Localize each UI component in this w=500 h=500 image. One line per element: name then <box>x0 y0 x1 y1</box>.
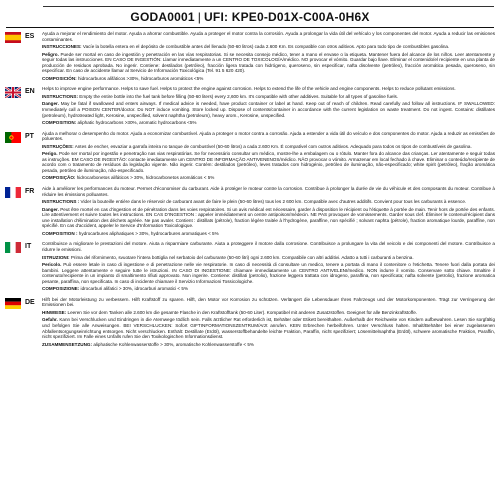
text-paragraph <box>42 94 495 100</box>
paragraph-label: INSTRUCCIONES: <box>42 44 82 50</box>
section-text <box>42 186 500 238</box>
paragraph-body: Hilft bei der Motorleistung zu verbessern. Hilft Kraftstoff zu sparen. Hilft, den Motor vor Korrosion zu schützen. Verlängert die Lebensdauer Ihres Fahrzeugs und der Motorkomponenten. Trägt zur Verringerung der Emissionen bei. <box>42 296 495 308</box>
text-paragraph <box>42 151 495 173</box>
paragraph-body: Aide à améliorer les performances du moteur. Permet d'économiser du carburant. Aide à protéger le moteur contre la corrosion. Contribue à prolonger la durée de vie du véhicule et des composants du moteur. Contribue à réduire les émissions polluantes. <box>42 186 495 197</box>
paragraph-body: Kann bei Verschlucken und Eindringen in die Atemwege tödlich sein. Falls ärztlicher Rat erforderlich ist, Behälter oder Etikett bereithalten. Außerhalb der Reichweite von Kindern aufbewahren. Lesen Sie sorgfältig und befolgen Sie alle Anweisungen. BEI VERSCHLUCKEN: Sofort GIFTINFORMATIONSZENTRUM/Arzt anrufen. KEIN Erbrechen herbeiführen. Unter Verschluss halten. Inhalt/Behälter bei einer zugelassenen Abfallentsorgungseinrichtung entsorgen. Nicht verschlucken. Enthält: Destillate (Erdöl), wasserstoffbehandelte leichte Fraktion, Paraffin, nicht spezifiziert; Lösemittelnaphtha (Erdöl), schwere aromatische Fraktion, Paraffin, nicht spezifiziert. Im Falle eines Unfalls rufen Sie den Toxikologischen Informationsdienst. <box>42 317 496 340</box>
paragraph-label: COMPOSICIÓN: <box>42 75 77 81</box>
section-text <box>42 241 500 293</box>
text-paragraph <box>42 262 495 284</box>
flag-pt-icon <box>5 132 21 143</box>
paragraph-label: INSTRUCTIONS: <box>42 93 78 99</box>
flag-it-icon <box>5 242 21 253</box>
top-rule <box>43 6 494 7</box>
paragraph-label: Perigo. <box>42 151 58 157</box>
text-paragraph <box>42 76 495 82</box>
paragraph-label: INSTRUCTIONS : <box>42 199 80 205</box>
paragraph-body: hydrocarbures aliphatiques > 30%, hydrocarbures aromatiques < 5% <box>78 230 219 236</box>
header-separator: | <box>197 10 202 24</box>
paragraph-body: idrocarburi alifatici > 30%, idrocarburi aromatici < 5% <box>80 286 189 292</box>
product-header <box>0 10 500 24</box>
text-paragraph <box>42 342 495 348</box>
section-text <box>42 297 500 349</box>
language-code: IT <box>25 243 32 251</box>
paragraph-body: aliphatic hydrocarbons >30%, aromatic hydrocarbons <5% <box>77 120 197 126</box>
product-code: GODA0001 <box>130 10 195 24</box>
paragraph-label: HINWEISE: <box>42 309 67 315</box>
paragraph-body: Prima del rifornimento, svuotare l'intera bottiglia nel serbatoio del carburante (50-60 litri) ogni 2.600 km. Compatibile con altri additivi. Adatto a tutti i carburanti a benzina. <box>70 254 414 260</box>
language-code: PT <box>25 132 34 140</box>
text-paragraph <box>42 310 495 316</box>
paragraph-label: COMPOSIÇÃO: <box>42 175 76 181</box>
paragraph-body: Empty the entire bottle into the fuel tank before filling (50-60 liters) every 2,600 km. It's compatible with other additives. Suitable for all types of gasoline fuels. <box>79 93 399 99</box>
paragraph-body: Pode ser mortal por ingestão e penetração nas vias respiratórias. Se for necessário consultar um médico, mostre-lhe a embalagem ou o rótulo. Manter fora do alcance das crianças. Ler atentamente e seguir todas as instruções. EM CASO DE INGESTÃO: contacte imediatamente um CENTRO DE INFORMAÇÃO ANTIVENENOS/médico. NÃO provocar o vómito. Armazenar em local fechado à chave. Eliminar o conteúdo/recipiente de acordo com o tratamento de resíduos da legislação vigente. Não ingerir. Contém: destilados (petróleo), leves tratados com hidrogénio, petróleo de iluminação, não-especificado; white spirit (petróleo), fração aromática pesada, petróleo de iluminação, não-especificado. <box>42 151 496 173</box>
text-paragraph <box>42 207 495 229</box>
paragraph-label: Danger. <box>42 206 59 212</box>
text-paragraph <box>42 86 495 92</box>
paragraph-label: Gefahr. <box>42 317 58 323</box>
paragraph-label: COMPOSITION: <box>42 120 77 126</box>
paragraph-body: Vacíe la botella entera en el depósito de combustible antes del llenado (50-60 litros) cada 2.600 Km. Es compatible con otros aditivos. Apto para todo tipo de combustibles gasolina. <box>82 44 450 50</box>
paragraph-body: Antes de encher, esvaziar a garrafa inteira no tanque de combustível (50-60 litros) a cada 2.600 Km. É compatível com outros aditivos. Adequado para todos os tipos de combustíveis de gasolina. <box>74 143 472 149</box>
language-code: ES <box>25 33 35 40</box>
language-sections <box>0 31 500 352</box>
paragraph-body: Ajuda a melhorar o desempenho do motor. Ajuda a economizar combustível. Ajuda a proteger o motor contra a corrosão. Ajuda a estender a vida útil do veículo e dos componentes do motor. Ajuda a reduzir as emissões de poluentes. <box>42 130 495 142</box>
paragraph-body: hidrocarbonetos alifáticos > 30%, hidrocarbonetos aromáticos < 5% <box>76 175 215 181</box>
text-paragraph <box>42 101 495 118</box>
paragraph-label: COMPOSITION : <box>42 230 78 236</box>
paragraph-body: aliphatische Kohlenwasserstoffe > 30%, aromatische Kohlenwasserstoffe < 5% <box>93 341 255 347</box>
paragraph-body: May be fatal if swallowed and enters airways. If medical advice is needed, have product container or label at hand. Keep out of reach of children. Read carefully and follow all instructions. IF SWALLOWED: Immediately call a POISON CENTER/doctor. Do NOT induce vomiting. Store locked up. Dispose of contents/container in accordance with the current legislation on waste treatment. Do not ingest. Contains: distillates (petroleum), hydrotreated light, Kerosine, unspecified, solvent naphtha (petroleum), heavy arom., Kerosine, unspecified. <box>42 101 496 118</box>
text-paragraph <box>42 175 495 181</box>
text-paragraph <box>42 131 495 142</box>
section-de <box>0 297 500 349</box>
text-paragraph <box>42 199 495 205</box>
flag-fr-icon <box>5 187 21 198</box>
paragraph-body: Può essere letale in caso di ingestione e di penetrazione nelle vie respiratorie. In caso di necessità di consultare un medico, tenere a portata di mano il contenitore o l'etichetta. Tenere fuori dalla portata dei bambini. Leggere attentamente e seguire tutte le istruzioni. IN CASO DI INGESTIONE: chiamare immediatamente un CENTRO ANTIVELENI/medico. NON indurre il vomito. Conservare sotto chiave. Smaltire il contenuto/recipiente in un impianto di smaltimento rifiuti approvato. Non ingerire. Contiene: distillati (petrolio), frazione leggera trattata con idrogeno, paraffina, non specificata; nafta solvente (petrolio), frazione aromatica pesante, paraffina, non specificata. In caso di incidente chiamare il Servizio Informazioni Tossicologiche. <box>42 262 495 284</box>
paragraph-label: COMPOSIZIONE: <box>42 286 80 292</box>
paragraph-body: Helps to improve engine performance. Helps to save fuel. Helps to protect the engine against corrosion. Helps to extend the life of the vehicle and engine components. Helps to reduce pollutant emissions. <box>42 86 456 92</box>
section-text <box>42 31 500 83</box>
section-text <box>42 131 500 183</box>
paragraph-label: Danger. <box>42 101 59 107</box>
header-divider <box>6 27 494 28</box>
paragraph-body: hidrocarburos alifáticos >30%, hidrocarburos aromáticos <5% <box>78 75 204 81</box>
flag-en-icon <box>5 87 21 98</box>
paragraph-label: Pericolo. <box>42 262 62 268</box>
paragraph-label: INSTRUÇÕES: <box>42 143 74 149</box>
section-en <box>0 86 500 127</box>
section-it <box>0 241 500 293</box>
paragraph-body: Leeren Sie vor dem Tanken alle 2.600 km die gesamte Flasche in den Kraftstofftank (50-60 Liter). Kompatibel mit anderen Zusatzstoffen. Geeignet für alle Benzinkraftstoffe. <box>67 309 418 315</box>
paragraph-body: Contribuisce a migliorare le prestazioni del motore. Aiuta a risparmiare carburante. Aiuta a proteggere il motore dalla corrosione. Contribuisce a prolungare la vita del veicolo e dei componenti del motore. Contribuisce a ridurre le emissioni. <box>42 241 495 252</box>
flag-de-icon <box>5 298 21 309</box>
text-paragraph <box>42 120 495 126</box>
paragraph-label: ISTRUZIONI: <box>42 254 70 260</box>
text-paragraph <box>42 144 495 150</box>
text-paragraph <box>42 317 495 339</box>
text-paragraph <box>42 241 495 252</box>
text-paragraph <box>42 297 495 308</box>
language-code: FR <box>25 188 35 196</box>
text-paragraph <box>42 44 495 50</box>
ufi-code: UFI: KPE0-D01X-C00A-0H6X <box>204 10 370 24</box>
section-text <box>42 86 500 127</box>
text-paragraph <box>42 255 495 261</box>
paragraph-body: Ayuda a mejorar el rendimiento del motor. Ayuda a ahorrar combustible. Ayuda a proteger el motor contra la corrosión. Ayuda a prolongar la vida útil del vehículo y los componentes del motor. Ayuda a reducir las emisiones contaminantes. <box>42 31 495 42</box>
flag-es-icon <box>5 32 21 43</box>
section-pt <box>0 131 500 183</box>
section-fr <box>0 186 500 238</box>
paragraph-label: Peligro. <box>42 51 59 57</box>
language-code: EN <box>25 88 35 96</box>
paragraph-body: Peut être mortel en cas d'ingestion et de pénétration dans les voies respiratoires. Si un avis médical est nécessaire, garder à disposition le récipient ou l'étiquette à portée de main. Tenir hors de portée des enfants. Lire attentivement et suivre toutes les instructions. EN CAS D'INGESTION : appeler immédiatement un centre antipoison/médecin. NE PAS provoquer de vomissements. Garder sous clef. Éliminer le contenu/récipient dans une installation d'élimination des déchets agréée. Ne pas avaler. Contient : distillats (pétrole), fraction légère traitée à l'hydrogène, paraffine, non spécifié ; solvant naphta (pétrole), fraction aromatique lourde, paraffine, non spécifié. En cas d'accident, appeler le Service d'Information Toxicologique. <box>42 206 495 229</box>
paragraph-label: ZUSAMMENSETZUNG: <box>42 341 93 347</box>
text-paragraph <box>42 186 495 197</box>
text-paragraph <box>42 286 495 292</box>
paragraph-body: Vider la bouteille entière dans le réservoir de carburant avant de faire le plein (50-60 litres) tous les 2 600 km. Compatible avec d'autres additifs. Convient pour tous les carburants à essence. <box>80 199 467 205</box>
language-code: DE <box>25 298 35 306</box>
paragraph-body: Puede ser mortal en caso de ingestión y penetración en las vías respiratorias. Si se necesita consejo médico, tener a mano el envase o la etiqueta. Mantener fuera del alcance de los niños. Leer atentamente y seguir todas las instrucciones. EN CASO DE INGESTIÓN: Llamar inmediatamente a un CENTRO DE TOXICOLOGÍA/médico. NO provocar el vómito. Guardar bajo llave. Eliminar el contenido/el recipiente en una planta de producción de residuos aprobada. No ingerir. Contiene: destilados (petróleo), fracción ligera tratada con hidrógeno, queroseno, sin especificar, nafta disolvente (petróleo), fracción aromática pesada, queroseno, sin especificar. En caso de accidente llamar al Servicio de Información Toxicológica (Tel. 91 5 620 420). <box>42 51 496 74</box>
text-paragraph <box>42 231 495 237</box>
section-es <box>0 31 500 83</box>
text-paragraph <box>42 31 495 42</box>
text-paragraph <box>42 52 495 74</box>
